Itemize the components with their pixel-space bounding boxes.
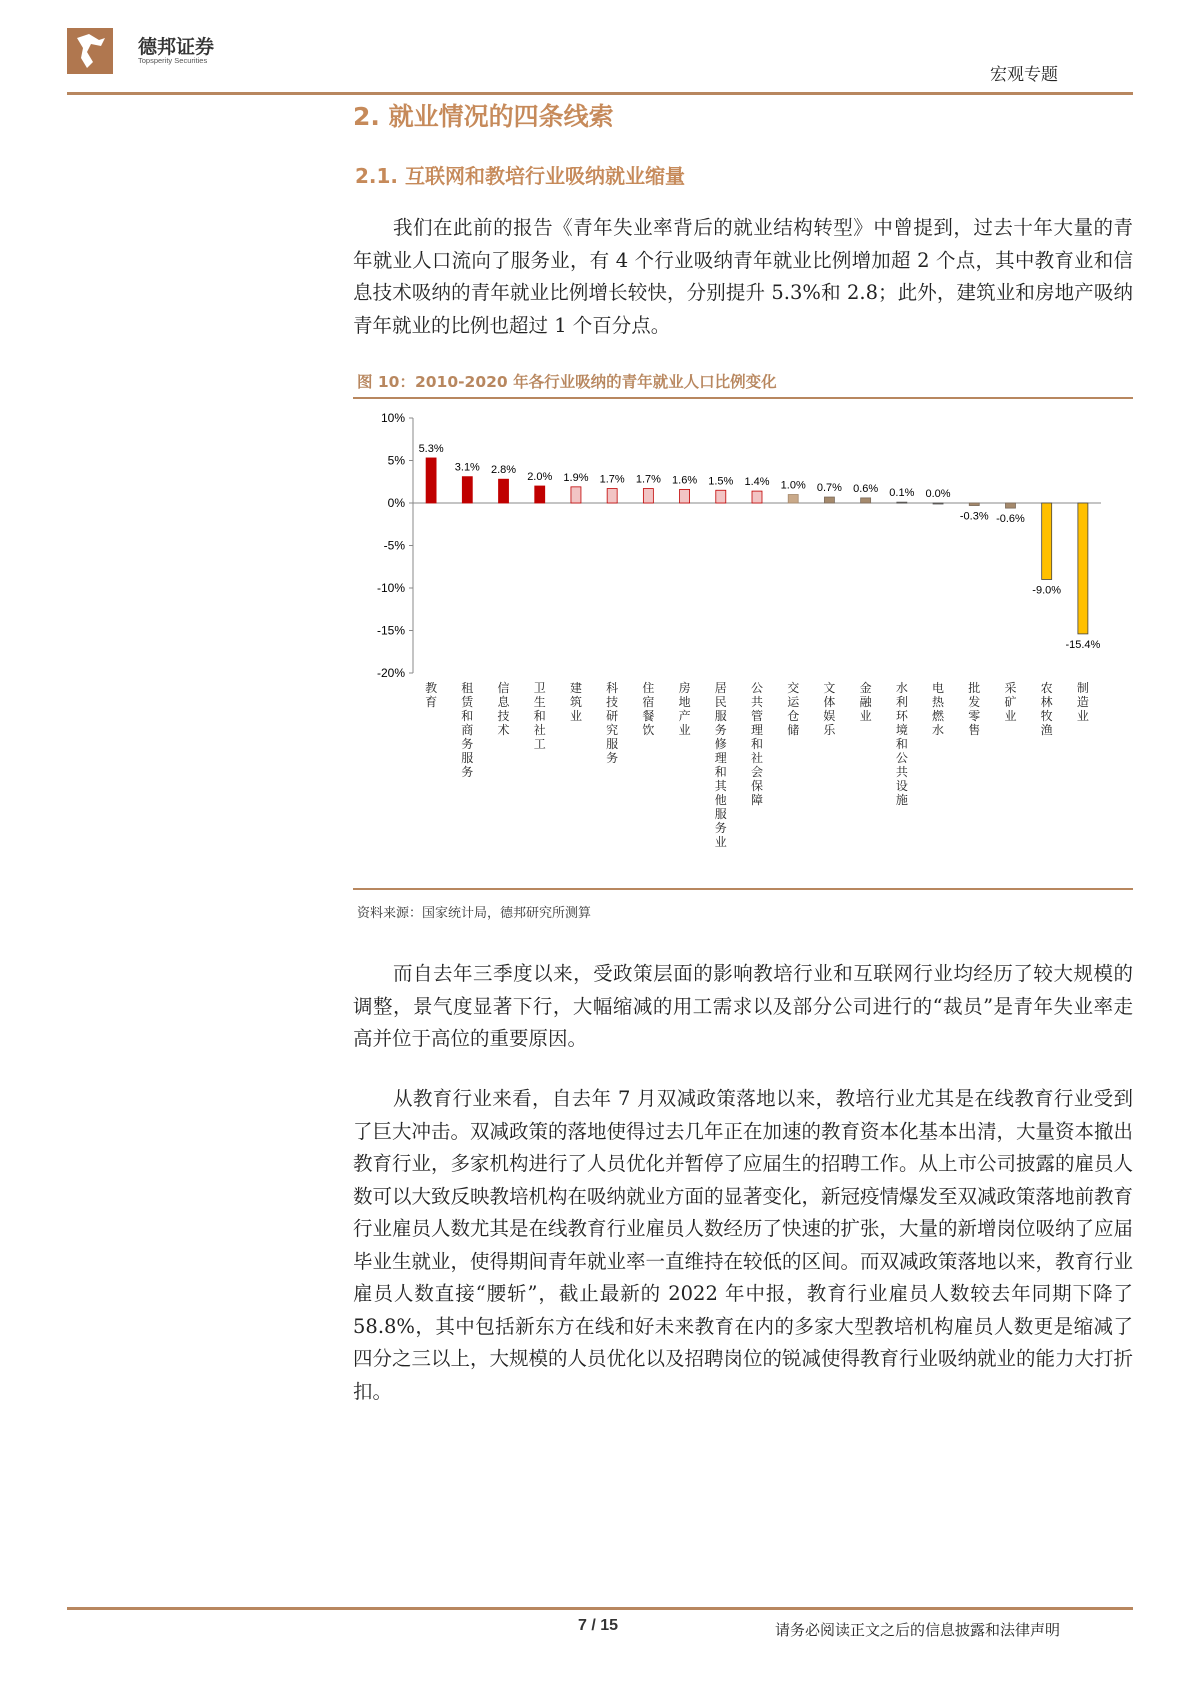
bar — [788, 495, 798, 504]
y-tick-label: -10% — [376, 581, 405, 595]
bar — [861, 498, 871, 503]
x-category-label: 电热燃水 — [932, 681, 945, 737]
bar — [1042, 503, 1052, 580]
data-label: 1.5% — [708, 475, 734, 488]
data-label: 3.1% — [454, 461, 480, 474]
data-label: 2.0% — [527, 471, 553, 483]
data-label: 1.7% — [599, 473, 625, 486]
x-category-label: 租赁和商务服务 — [461, 681, 474, 779]
bar — [1005, 503, 1015, 508]
x-category-label: 金融业 — [859, 681, 872, 723]
bar — [571, 487, 581, 503]
data-label: 1.0% — [780, 479, 806, 492]
bar — [680, 489, 690, 503]
y-tick-label: -5% — [383, 538, 405, 553]
data-label: 1.4% — [744, 476, 770, 489]
header-divider — [67, 92, 1133, 95]
logo — [67, 28, 113, 74]
x-category-label: 教育 — [425, 681, 438, 709]
bar — [752, 491, 762, 503]
data-label: 2.8% — [490, 464, 517, 477]
figure-bottom-rule — [353, 888, 1133, 890]
data-label: 1.9% — [563, 471, 589, 484]
x-category-label: 批发零售 — [968, 681, 981, 737]
bar — [499, 479, 509, 503]
company-logo-icon — [67, 28, 113, 74]
bar — [607, 489, 617, 503]
bar — [1078, 503, 1088, 634]
bar — [643, 489, 653, 503]
bar — [426, 458, 436, 503]
subsection-heading: 2.1. 互联网和教培行业吸纳就业缩量 — [355, 164, 685, 188]
y-tick-label: 10% — [380, 411, 405, 425]
bar — [897, 502, 907, 503]
bar — [462, 477, 472, 503]
x-category-label: 公共管理和社会保障 — [750, 681, 764, 807]
bar — [824, 497, 834, 503]
paragraph-2: 而自去年三季度以来，受政策层面的影响教培行业和互联网行业均经历了较大规模的调整，景气度显著下行，大幅缩减的用工需求以及部分公司进行的“裁员”是青年失业率走高并位于高位的重要原因。 — [353, 962, 1133, 1050]
brand-name-en: Topsperity Securities — [138, 56, 208, 65]
y-tick-label: 5% — [387, 453, 405, 468]
bar — [933, 503, 943, 504]
figure-top-rule — [353, 397, 1133, 399]
x-category-label: 住宿餐饮 — [642, 681, 655, 737]
data-label: 0.7% — [816, 482, 842, 495]
y-tick-label: -15% — [376, 623, 405, 638]
report-category: 宏观专题 — [990, 65, 1058, 85]
x-category-label: 制造业 — [1076, 681, 1089, 723]
data-label: -15.4% — [1065, 638, 1101, 651]
footer-divider — [67, 1607, 1133, 1610]
y-tick-label: -20% — [376, 666, 405, 680]
x-category-label: 卫生和社工 — [533, 681, 546, 751]
x-category-label: 水利环境和公共设施 — [895, 681, 908, 807]
paragraph-3: 从教育行业来看，自去年 7 月双减政策落地以来，教培行业尤其是在线教育行业受到了巨大冲击。双减政策的落地使得过去几年正在加速的教育资本化基本出清，大量资本撤出教育行业，多家机构进行了人员优化并暂停了应届生的招聘工作。从上市公司披露的雇员人数可以大致反映教培机构在吸纳就业方面的显著变化，新冠疫情爆发至双减政策落地前教育行业雇员人数尤其是在线教育行业雇员人数经历了快速的扩张，大量的新增岗位吸纳了应届毕业生就业，使得期间青年就业率一直维持在较低的区间。而双减政策落地以来，教育行业雇员人数直接“腰斩”，截止最新的 2022 年中报，教育行业雇员人数较去年同期下降了 58.8%，其中包括新东方在线和好未来教育在内的多家大型教培机构雇员人数更是缩减了四分之三以上，大规模的人员优化以及招聘岗位的锐减使得教育行业吸纳就业的能力大打折扣。 — [353, 1087, 1134, 1403]
data-label: -0.3% — [959, 510, 989, 523]
x-category-label: 文体娱乐 — [823, 681, 836, 737]
data-label: -9.0% — [1032, 584, 1062, 597]
x-category-label: 建筑业 — [569, 681, 582, 723]
data-label: 0.1% — [889, 487, 915, 500]
bar — [535, 486, 545, 503]
x-category-label: 农林牧渔 — [1040, 681, 1053, 737]
x-category-label: 居民服务修理和其他服务业 — [714, 681, 727, 849]
paragraph-1: 我们在此前的报告《青年失业率背后的就业结构转型》中曾提到，过去十年大量的青年就业人口流向了服务业，有 4 个行业吸纳青年就业比例增加超 2 个点，其中教育业和信息技术吸纳的青年就业比例增长较快，分别提升 5.3%和 2.8；此外，建筑业和房地产吸纳青年就业的比例也超过 1 个百分点。 — [353, 216, 1133, 337]
data-label: 0.0% — [925, 488, 951, 500]
legal-disclaimer: 请务必阅读正文之后的信息披露和法律声明 — [775, 1621, 1061, 1639]
section-heading: 2. 就业情况的四条线索 — [353, 102, 614, 131]
data-label: 1.7% — [635, 473, 661, 486]
x-category-label: 交运仓储 — [787, 681, 800, 737]
data-label: -0.6% — [996, 513, 1025, 526]
page-number: 7 / 15 — [578, 1617, 619, 1634]
x-category-label: 采矿业 — [1004, 681, 1017, 723]
x-category-label: 科技研究服务 — [606, 681, 619, 765]
figure-title: 图 10：2010-2020 年各行业吸纳的青年就业人口比例变化 — [357, 373, 777, 391]
data-label: 0.6% — [853, 482, 879, 495]
figure-source: 资料来源：国家统计局，德邦研究所测算 — [357, 906, 592, 921]
data-label: 5.3% — [418, 442, 444, 455]
x-category-label: 房地产业 — [678, 681, 691, 737]
x-category-label: 信息技术 — [497, 681, 510, 737]
data-label: 1.6% — [672, 474, 698, 487]
brand-name: 德邦证券 — [138, 36, 215, 58]
bar-chart — [353, 402, 1133, 886]
bar — [969, 503, 979, 506]
y-tick-label: 0% — [387, 496, 405, 510]
bar — [716, 490, 726, 503]
